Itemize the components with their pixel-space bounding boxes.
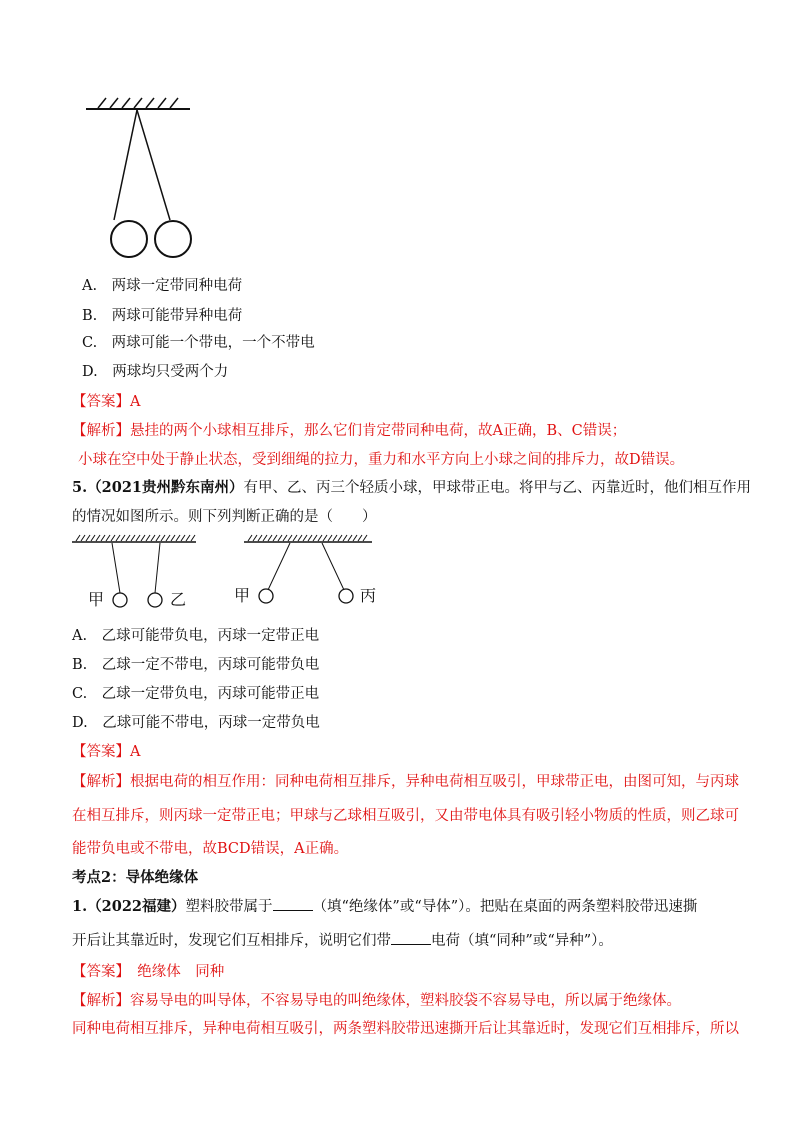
q1-stem-line-2 bbox=[72, 930, 613, 951]
q1-stem-line-1 bbox=[72, 896, 697, 917]
q5-stem-text: 有甲、乙、丙三个轻质小球，甲球带正电。将甲与乙、丙靠近时，他们相互作用 bbox=[243, 480, 751, 496]
q1-analysis-line-2: 同种电荷相互排斥，异种电荷相互吸引，两条塑料胶带迅速撕开后让其靠近时，发现它们互相排斥，所以 bbox=[72, 1021, 739, 1037]
q1-answer bbox=[72, 962, 224, 982]
q5-option-a: A. 乙球可能带负电，丙球一定带正电 bbox=[72, 628, 320, 644]
q4-answer bbox=[72, 392, 140, 412]
ceiling-hatch bbox=[98, 98, 178, 108]
right-diagram bbox=[244, 535, 372, 603]
q5-number: 5. bbox=[72, 479, 88, 496]
analysis-text: 容易导电的叫导体，不容易导电的叫绝缘体，塑料胶袋不容易导电，所以属于绝缘体。 bbox=[130, 993, 681, 1009]
q5-option-d: D. 乙球可能不带电，丙球一定带负电 bbox=[72, 715, 320, 731]
q5-stem-line-1 bbox=[72, 478, 751, 498]
analysis-text: 悬挂的两个小球相互排斥，那么它们肯定带同种电荷，故A正确，B、C错误； bbox=[130, 423, 627, 439]
q1-number: 1. bbox=[72, 898, 88, 915]
q4-analysis-line-2: 小球在空中处于静止状态，受到细绳的拉力，重力和水平方向上小球之间的排斥力，故D错误。 bbox=[78, 452, 685, 468]
q5-analysis-line-3: 能带负电或不带电，故BCD错误，A正确。 bbox=[72, 841, 349, 857]
q4-option-d: D. 两球均只受两个力 bbox=[82, 364, 229, 380]
q1-stem-text: 塑料胶带属于 bbox=[185, 899, 273, 915]
answer-blank-1[interactable] bbox=[273, 896, 313, 911]
answer-label: 【答案】 bbox=[72, 394, 130, 410]
right-ball bbox=[155, 221, 191, 257]
analysis-label: 【解析】 bbox=[72, 423, 130, 439]
q5-stem-line-2: 的情况如图所示。则下列判断正确的是（ ） bbox=[72, 509, 377, 525]
answer-blank-2[interactable] bbox=[391, 930, 431, 945]
q1-source: （2022福建） bbox=[87, 898, 186, 915]
q1-analysis-line-1 bbox=[72, 991, 681, 1011]
section-title: 考点2：导体绝缘体 bbox=[72, 869, 199, 886]
analysis-text: 根据电荷的相互作用：同种电荷相互排斥，异种电荷相互吸引，甲球带正电，由图可知，与丙球 bbox=[130, 774, 739, 790]
label-yi: 乙 bbox=[170, 590, 187, 609]
answer-label: 【答案】 bbox=[72, 964, 123, 980]
q1-stem-text: 开后让其靠近时，发现它们互相排斥，说明它们带 bbox=[72, 933, 391, 949]
q4-analysis-line-1 bbox=[72, 421, 626, 441]
q4-figure-repelling-balls bbox=[0, 0, 800, 270]
analysis-label: 【解析】 bbox=[72, 993, 130, 1009]
q5-analysis-line-1 bbox=[72, 772, 739, 792]
answer-value: A bbox=[130, 744, 141, 760]
q5-figure-interactions bbox=[0, 530, 800, 615]
q5-analysis-line-2: 在相互排斥，则丙球一定带正电；甲球与乙球相互吸引，又由带电体具有吸引轻小物质的性质，则乙球可 bbox=[72, 808, 739, 824]
answer-value: A bbox=[130, 394, 141, 410]
left-string bbox=[114, 110, 137, 220]
q4-option-a: A. 两球一定带同种电荷 bbox=[82, 278, 243, 294]
answer-label: 【答案】 bbox=[72, 744, 130, 760]
q5-option-b: B. 乙球一定不带电，丙球可能带负电 bbox=[72, 657, 320, 673]
q5-answer bbox=[72, 742, 140, 762]
q5-source: （2021贵州黔东南州） bbox=[87, 479, 244, 496]
label-jia-right: 甲 bbox=[234, 586, 251, 605]
right-string bbox=[137, 110, 170, 220]
q1-stem-text: 电荷（填“同种”或“异种”）。 bbox=[431, 933, 613, 949]
left-ball bbox=[111, 221, 147, 257]
label-jia-left: 甲 bbox=[88, 590, 105, 609]
answer-value: 绝缘体 同种 bbox=[122, 964, 225, 980]
label-bing: 丙 bbox=[360, 586, 377, 605]
analysis-label: 【解析】 bbox=[72, 774, 130, 790]
q4-option-b: B. 两球可能带异种电荷 bbox=[82, 308, 243, 324]
q1-stem-text: （填“绝缘体”或“导体”）。把贴在桌面的两条塑料胶带迅速撕 bbox=[312, 899, 698, 915]
q4-option-c: C. 两球可能一个带电，一个不带电 bbox=[82, 335, 315, 351]
q5-option-c: C. 乙球一定带负电，丙球可能带正电 bbox=[72, 686, 320, 702]
